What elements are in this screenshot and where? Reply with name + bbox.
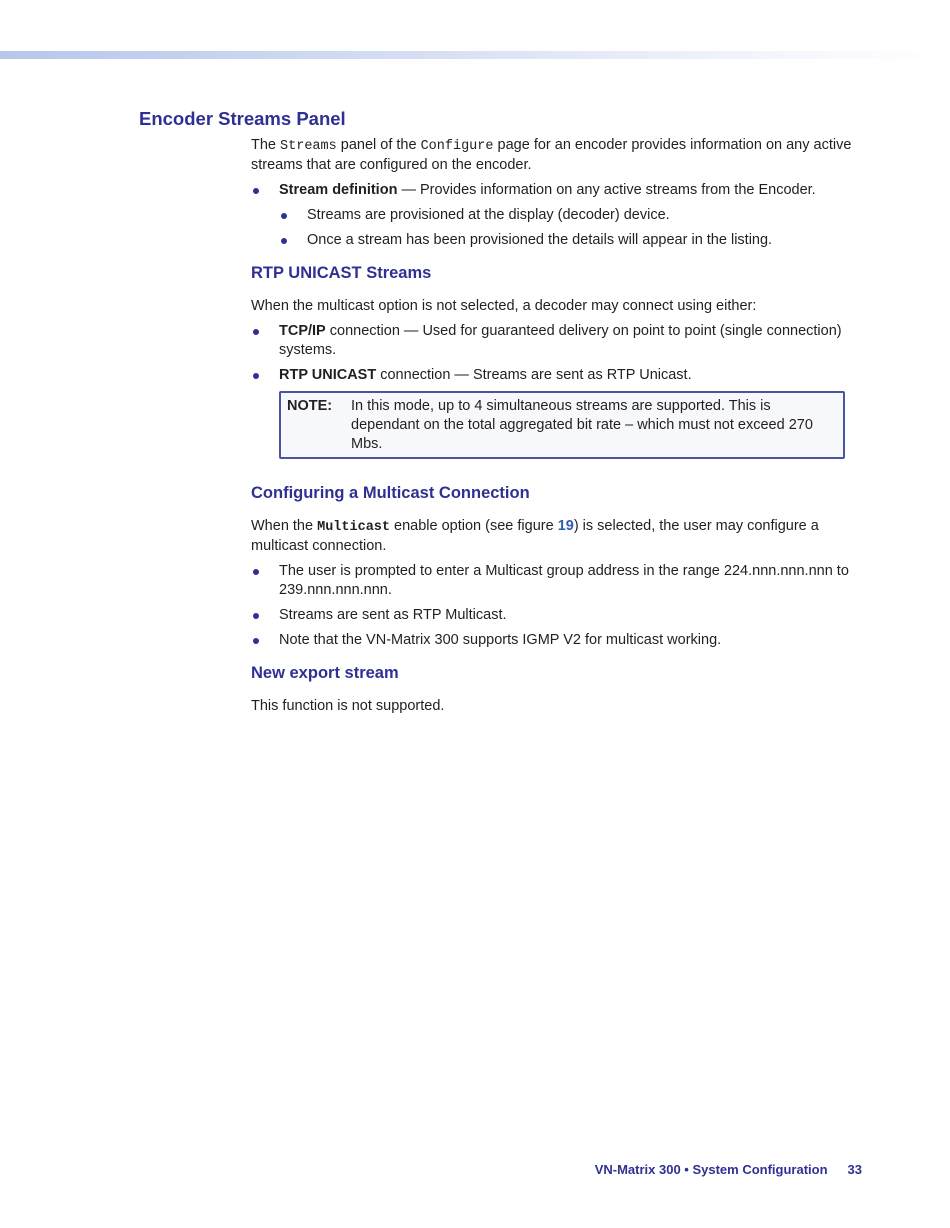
multicast-text-2: enable option (see figure: [390, 518, 558, 534]
rtp-unicast-heading: RTP UNICAST Streams: [251, 264, 432, 282]
intro-text-1: The: [251, 137, 281, 153]
rtp-unicast-text: connection — Streams are sent as RTP Unicast.: [376, 367, 692, 383]
rtp-connection-list: [251, 322, 871, 385]
list-item: Note that the VN-Matrix 300 supports IGMP V2 for multicast working.: [251, 631, 871, 650]
page-footer: [595, 1162, 862, 1177]
section-title: Encoder Streams Panel: [139, 108, 346, 129]
footer-title: VN-Matrix 300 • System Configuration: [594, 1162, 828, 1177]
list-item: Streams are sent as RTP Multicast.: [251, 606, 871, 625]
intro-code-configure: Configure: [420, 139, 494, 154]
multicast-text-3: ) is selected, the user may configure a multicast connection.: [251, 518, 819, 554]
header-band: [0, 51, 950, 59]
rtp-unicast-term: RTP UNICAST: [279, 367, 377, 383]
list-item: [251, 322, 871, 360]
tcp-ip-text: connection — Used for guaranteed delivery on point to point (single connection) systems.: [279, 323, 842, 358]
multicast-heading: Configuring a Multicast Connection: [251, 484, 530, 502]
intro-text-3: page for an encoder provides information on any active streams that are configured on the encoder.: [251, 137, 852, 173]
intro-text-2: panel of the: [336, 137, 421, 153]
tcp-ip-term: TCP/IP: [279, 323, 326, 339]
intro-code-streams: Streams: [280, 139, 337, 154]
rtp-intro: When the multicast option is not selected, a decoder may connect using either:: [251, 298, 757, 314]
note-box: [279, 391, 845, 459]
export-heading: New export stream: [251, 664, 399, 682]
stream-definition-list: [251, 181, 871, 200]
list-item: The user is prompted to enter a Multicast group address in the range 224.nnn.nnn.nnn to 239.nnn.nnn.nnn.: [251, 562, 871, 600]
stream-definition-term: Stream definition: [279, 182, 398, 198]
multicast-code: Multicast: [317, 520, 391, 535]
note-label: NOTE:: [287, 398, 333, 414]
page-number: 33: [847, 1162, 862, 1177]
multicast-text-1: When the: [251, 518, 318, 534]
multicast-list: [251, 562, 871, 650]
note-text: In this mode, up to 4 simultaneous streams are supported. This is dependant on the total aggregated bit rate – which must not exceed 270 Mbs.: [351, 398, 813, 452]
main-content: [251, 136, 871, 722]
list-item: [251, 181, 871, 200]
figure-link[interactable]: 19: [557, 518, 574, 534]
list-item: Once a stream has been provisioned the details will appear in the listing.: [251, 231, 871, 250]
multicast-paragraph: [251, 517, 871, 556]
export-text: This function is not supported.: [251, 698, 445, 714]
intro-paragraph: [251, 136, 871, 175]
list-item: [251, 366, 871, 385]
stream-definition-text: — Provides information on any active streams from the Encoder.: [397, 182, 816, 198]
stream-definition-sublist: [251, 206, 871, 250]
list-item: Streams are provisioned at the display (decoder) device.: [251, 206, 871, 225]
